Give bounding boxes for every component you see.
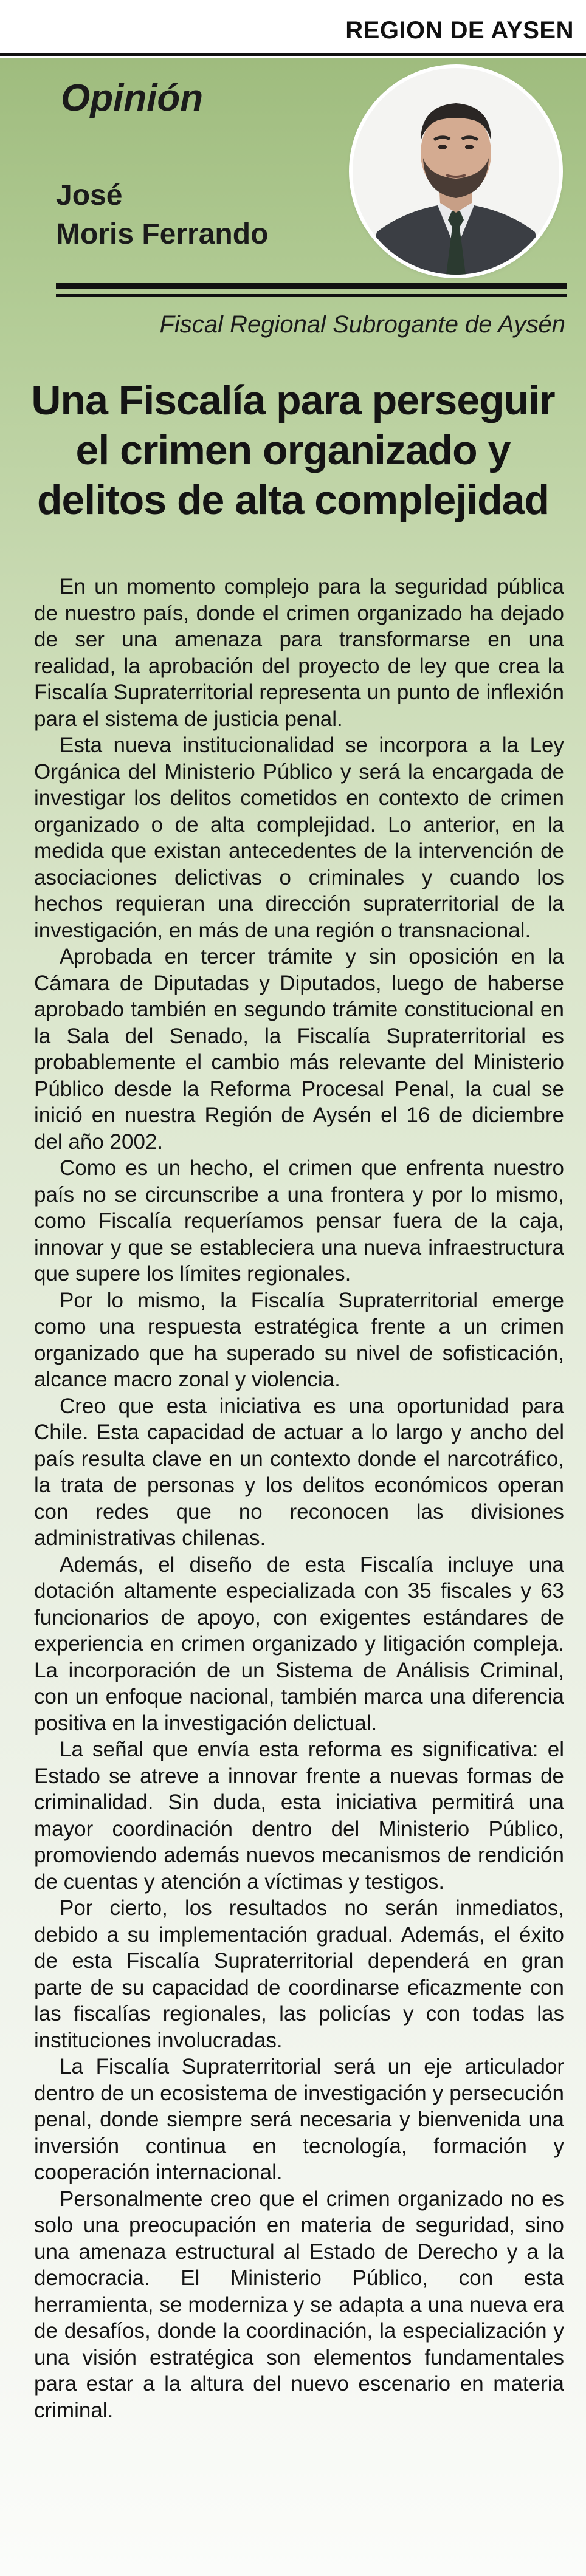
article-paragraph: La señal que envía esta reforma es significativa: el Estado se atreve a innovar frente a nuevas formas de criminalidad. Sin duda, esta iniciativa permitirá una mayor coordinación dentro del Ministerio Público, promoviendo además nuevos mecanismos de rendición de cuentas y atención a víctimas y testigos. [34, 1738, 564, 1894]
column-label: Opinión [61, 77, 204, 119]
author-divider [56, 283, 567, 299]
article-paragraph: Creo que esta iniciativa es una oportunidad para Chile. Esta capacidad de actuar a lo largo y ancho del país resulta clave en un contexto donde el narcotráfico, la trata de personas y los delitos económicos operan con redes que no reconocen las divisiones administrativas chilenas. [34, 1394, 564, 1550]
author-last-name: Moris Ferrando [56, 218, 269, 250]
section-header [0, 0, 586, 58]
article-paragraph: En un momento complejo para la seguridad pública de nuestro país, donde el crimen organizado ha dejado de ser una amenaza para transformarse en una realidad, la aprobación del proyecto de ley que crea la Fiscalía Supraterritorial representa un punto de inflexión para el sistema de justicia penal. [34, 575, 564, 731]
article-paragraph: Esta nueva institucionalidad se incorpora a la Ley Orgánica del Ministerio Público y será la encargada de investigar los delitos cometidos en contexto de crimen organizado o de alta complejidad. Lo anterior, en la medida que existan antecedentes de la intervención de asociaciones delictivas o criminales y cuando los hechos requieran una dirección supraterritorial de la investigación, en más de una región o transnacional. [34, 733, 564, 942]
author-first-name: José [56, 179, 123, 211]
article-paragraph: Por lo mismo, la Fiscalía Supraterritorial emerge como una respuesta estratégica frente a un crimen organizado que ha superado su nivel de sofisticación, alcance macro zonal y violencia. [34, 1288, 564, 1391]
article-paragraph: Como es un hecho, el crimen que enfrenta nuestro país no se circunscribe a una frontera y por lo mismo, como Fiscalía requeríamos pensar fuera de la caja, innovar y que se estableciera una nueva infraestructura que supere los límites regionales. [34, 1156, 564, 1286]
author-name [56, 176, 268, 254]
section-divider [0, 53, 586, 56]
article-paragraph: Además, el diseño de esta Fiscalía incluye una dotación altamente especializada con 35 fiscales y 63 funcionarios de apoyo, con exigentes estándares de experiencia en crimen organizado y litigación compleja. La incorporación de un Sistema de Análisis Criminal, con un enfoque nacional, también marca una diferencia positiva en la investigación delictual. [34, 1552, 564, 1735]
author-role: Fiscal Regional Subrogante de Aysén [159, 311, 565, 338]
article-paragraph: La Fiscalía Supraterritorial será un eje articulador dentro de un ecosistema de investigación y persecución penal, donde siempre será necesaria y bienvenida una inversión continua en tecnología, formación y cooperación internacional. [34, 2055, 564, 2184]
section-label: REGION DE AYSEN [345, 17, 574, 44]
article-body [34, 574, 564, 2424]
author-portrait-icon [353, 68, 559, 275]
article-paragraph: Por cierto, los resultados no serán inmediatos, debido a su implementación gradual. Además, el éxito de esta Fiscalía Supraterritorial dependerá en gran parte de su capacidad de coordinarse eficazmente con las fiscalías regionales, las policías y con todas las instituciones involucradas. [34, 1896, 564, 2052]
article-paragraph: Personalmente creo que el crimen organizado no es solo una preocupación en materia de seguridad, sino una amenaza estructural al Estado de Derecho y a la democracia. El Ministerio Público, con esta herramienta, se moderniza y se adapta a una nueva era de desafíos, donde la coordinación, la especialización y una visión estratégica son elementos fundamentales para estar a la altura del nuevo escenario en materia criminal. [34, 2187, 564, 2422]
article-paragraph: Aprobada en tercer trámite y sin oposición en la Cámara de Diputadas y Diputados, luego de haberse aprobado también en segundo trámite constitucional en la Sala del Senado, la Fiscalía Supraterritorial es probablemente el cambio más relevante del Ministerio Público desde la Reforma Procesal Penal, la cual se inició en nuestra Región de Aysén el 16 de diciembre del año 2002. [34, 945, 564, 1154]
article-headline: Una Fiscalía para perseguir el crimen organizado y delitos de alta complejidad [31, 377, 555, 523]
